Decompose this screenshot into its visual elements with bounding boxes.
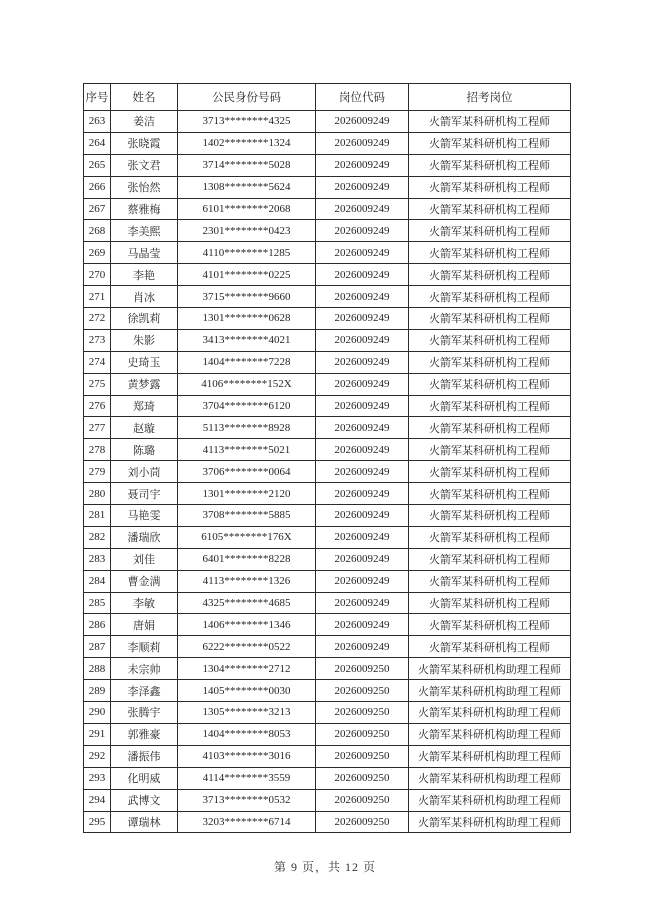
cell-serial: 292 xyxy=(84,745,111,767)
cell-position: 火箭军某科研机构工程师 xyxy=(409,111,571,133)
cell-id: 6105********176X xyxy=(178,526,316,548)
table-row xyxy=(84,220,571,242)
table-row xyxy=(84,702,571,724)
cell-job-code: 2026009249 xyxy=(316,198,409,220)
header-id: 公民身份号码 xyxy=(178,84,316,111)
cell-position: 火箭军某科研机构工程师 xyxy=(409,461,571,483)
cell-position: 火箭军某科研机构工程师 xyxy=(409,351,571,373)
cell-job-code: 2026009249 xyxy=(316,373,409,395)
cell-job-code: 2026009249 xyxy=(316,286,409,308)
cell-job-code: 2026009250 xyxy=(316,658,409,680)
cell-serial: 278 xyxy=(84,439,111,461)
cell-name: 蔡雅梅 xyxy=(111,198,178,220)
cell-job-code: 2026009249 xyxy=(316,439,409,461)
cell-job-code: 2026009250 xyxy=(316,723,409,745)
cell-job-code: 2026009249 xyxy=(316,308,409,330)
cell-id: 4325********4685 xyxy=(178,592,316,614)
cell-serial: 295 xyxy=(84,811,111,833)
cell-id: 3713********0532 xyxy=(178,789,316,811)
cell-serial: 284 xyxy=(84,570,111,592)
table-row xyxy=(84,417,571,439)
cell-position: 火箭军某科研机构工程师 xyxy=(409,329,571,351)
table-row xyxy=(84,132,571,154)
cell-name: 武博文 xyxy=(111,789,178,811)
table-row xyxy=(84,373,571,395)
cell-position: 火箭军某科研机构助理工程师 xyxy=(409,745,571,767)
cell-name: 曹金满 xyxy=(111,570,178,592)
cell-id: 4113********5021 xyxy=(178,439,316,461)
table-row xyxy=(84,526,571,548)
cell-id: 4110********1285 xyxy=(178,242,316,264)
cell-position: 火箭军某科研机构助理工程师 xyxy=(409,680,571,702)
cell-serial: 287 xyxy=(84,636,111,658)
table-row xyxy=(84,614,571,636)
cell-position: 火箭军某科研机构工程师 xyxy=(409,264,571,286)
cell-name: 肖冰 xyxy=(111,286,178,308)
cell-id: 1301********0628 xyxy=(178,308,316,330)
cell-job-code: 2026009250 xyxy=(316,702,409,724)
table-row xyxy=(84,111,571,133)
cell-job-code: 2026009249 xyxy=(316,483,409,505)
cell-id: 1301********2120 xyxy=(178,483,316,505)
cell-position: 火箭军某科研机构助理工程师 xyxy=(409,767,571,789)
cell-position: 火箭军某科研机构助理工程师 xyxy=(409,702,571,724)
table-row xyxy=(84,439,571,461)
cell-job-code: 2026009249 xyxy=(316,132,409,154)
cell-serial: 267 xyxy=(84,198,111,220)
cell-serial: 276 xyxy=(84,395,111,417)
cell-id: 4103********3016 xyxy=(178,745,316,767)
cell-name: 未宗帅 xyxy=(111,658,178,680)
cell-position: 火箭军某科研机构工程师 xyxy=(409,570,571,592)
candidate-roster-table xyxy=(83,83,571,833)
cell-serial: 271 xyxy=(84,286,111,308)
cell-id: 3713********4325 xyxy=(178,111,316,133)
page-number-footer: 第 9 页，共 12 页 xyxy=(273,860,376,874)
cell-id: 1402********1324 xyxy=(178,132,316,154)
cell-job-code: 2026009250 xyxy=(316,745,409,767)
cell-name: 陈璐 xyxy=(111,439,178,461)
cell-job-code: 2026009250 xyxy=(316,680,409,702)
cell-name: 黄梦露 xyxy=(111,373,178,395)
table-row xyxy=(84,767,571,789)
cell-position: 火箭军某科研机构工程师 xyxy=(409,395,571,417)
cell-id: 4113********1326 xyxy=(178,570,316,592)
header-serial: 序号 xyxy=(84,84,111,111)
cell-job-code: 2026009249 xyxy=(316,526,409,548)
cell-id: 3708********5885 xyxy=(178,505,316,527)
cell-position: 火箭军某科研机构工程师 xyxy=(409,592,571,614)
cell-name: 刘小茼 xyxy=(111,461,178,483)
cell-serial: 275 xyxy=(84,373,111,395)
cell-serial: 290 xyxy=(84,702,111,724)
cell-serial: 291 xyxy=(84,723,111,745)
cell-serial: 264 xyxy=(84,132,111,154)
cell-serial: 266 xyxy=(84,176,111,198)
cell-serial: 294 xyxy=(84,789,111,811)
cell-serial: 286 xyxy=(84,614,111,636)
cell-serial: 293 xyxy=(84,767,111,789)
cell-position: 火箭军某科研机构工程师 xyxy=(409,242,571,264)
cell-name: 潘瑞欣 xyxy=(111,526,178,548)
cell-name: 化明威 xyxy=(111,767,178,789)
cell-position: 火箭军某科研机构工程师 xyxy=(409,308,571,330)
cell-serial: 272 xyxy=(84,308,111,330)
cell-serial: 270 xyxy=(84,264,111,286)
cell-id: 6401********8228 xyxy=(178,548,316,570)
cell-job-code: 2026009250 xyxy=(316,789,409,811)
cell-position: 火箭军某科研机构工程师 xyxy=(409,526,571,548)
cell-id: 1404********8053 xyxy=(178,723,316,745)
cell-id: 3714********5028 xyxy=(178,154,316,176)
cell-name: 唐娟 xyxy=(111,614,178,636)
cell-position: 火箭军某科研机构工程师 xyxy=(409,198,571,220)
cell-position: 火箭军某科研机构工程师 xyxy=(409,505,571,527)
cell-name: 聂司宇 xyxy=(111,483,178,505)
cell-name: 潘振伟 xyxy=(111,745,178,767)
cell-job-code: 2026009249 xyxy=(316,461,409,483)
cell-job-code: 2026009249 xyxy=(316,351,409,373)
cell-job-code: 2026009249 xyxy=(316,329,409,351)
cell-serial: 268 xyxy=(84,220,111,242)
cell-job-code: 2026009249 xyxy=(316,154,409,176)
cell-position: 火箭军某科研机构工程师 xyxy=(409,417,571,439)
table-row xyxy=(84,395,571,417)
cell-id: 5113********8928 xyxy=(178,417,316,439)
cell-job-code: 2026009249 xyxy=(316,592,409,614)
cell-position: 火箭军某科研机构工程师 xyxy=(409,636,571,658)
cell-name: 李顺莉 xyxy=(111,636,178,658)
cell-job-code: 2026009249 xyxy=(316,570,409,592)
cell-serial: 274 xyxy=(84,351,111,373)
cell-job-code: 2026009250 xyxy=(316,811,409,833)
table-row xyxy=(84,483,571,505)
table-row xyxy=(84,505,571,527)
cell-position: 火箭军某科研机构助理工程师 xyxy=(409,811,571,833)
cell-name: 郭雅豪 xyxy=(111,723,178,745)
table-row xyxy=(84,636,571,658)
header-name: 姓名 xyxy=(111,84,178,111)
table-row xyxy=(84,176,571,198)
cell-id: 6222********0522 xyxy=(178,636,316,658)
cell-job-code: 2026009249 xyxy=(316,505,409,527)
cell-job-code: 2026009249 xyxy=(316,548,409,570)
table-row xyxy=(84,723,571,745)
cell-position: 火箭军某科研机构助理工程师 xyxy=(409,789,571,811)
cell-serial: 263 xyxy=(84,111,111,133)
table-row xyxy=(84,789,571,811)
cell-id: 3704********6120 xyxy=(178,395,316,417)
cell-position: 火箭军某科研机构工程师 xyxy=(409,286,571,308)
table-row xyxy=(84,548,571,570)
cell-name: 张晓霞 xyxy=(111,132,178,154)
cell-position: 火箭军某科研机构助理工程师 xyxy=(409,723,571,745)
cell-position: 火箭军某科研机构助理工程师 xyxy=(409,658,571,680)
cell-id: 1404********7228 xyxy=(178,351,316,373)
cell-position: 火箭军某科研机构工程师 xyxy=(409,154,571,176)
table-header-row xyxy=(84,84,571,111)
cell-id: 3203********6714 xyxy=(178,811,316,833)
cell-job-code: 2026009249 xyxy=(316,176,409,198)
cell-id: 1305********3213 xyxy=(178,702,316,724)
table-row xyxy=(84,680,571,702)
table-row xyxy=(84,658,571,680)
cell-serial: 265 xyxy=(84,154,111,176)
cell-position: 火箭军某科研机构工程师 xyxy=(409,548,571,570)
cell-job-code: 2026009250 xyxy=(316,767,409,789)
cell-name: 朱影 xyxy=(111,329,178,351)
cell-job-code: 2026009249 xyxy=(316,111,409,133)
cell-position: 火箭军某科研机构工程师 xyxy=(409,373,571,395)
cell-job-code: 2026009249 xyxy=(316,614,409,636)
cell-serial: 280 xyxy=(84,483,111,505)
cell-name: 马晶莹 xyxy=(111,242,178,264)
cell-name: 张腾宇 xyxy=(111,702,178,724)
cell-serial: 279 xyxy=(84,461,111,483)
cell-job-code: 2026009249 xyxy=(316,417,409,439)
cell-job-code: 2026009249 xyxy=(316,242,409,264)
table-row xyxy=(84,351,571,373)
cell-serial: 269 xyxy=(84,242,111,264)
cell-id: 1405********0030 xyxy=(178,680,316,702)
table-row xyxy=(84,308,571,330)
table-row xyxy=(84,154,571,176)
cell-id: 6101********2068 xyxy=(178,198,316,220)
cell-id: 1406********1346 xyxy=(178,614,316,636)
cell-name: 张文君 xyxy=(111,154,178,176)
table-row xyxy=(84,264,571,286)
cell-position: 火箭军某科研机构工程师 xyxy=(409,176,571,198)
cell-position: 火箭军某科研机构工程师 xyxy=(409,483,571,505)
table-row xyxy=(84,570,571,592)
cell-name: 李美熙 xyxy=(111,220,178,242)
cell-name: 李泽鑫 xyxy=(111,680,178,702)
cell-name: 史琦玉 xyxy=(111,351,178,373)
cell-position: 火箭军某科研机构工程师 xyxy=(409,614,571,636)
cell-id: 1304********2712 xyxy=(178,658,316,680)
cell-name: 徐凯莉 xyxy=(111,308,178,330)
cell-name: 李敏 xyxy=(111,592,178,614)
header-position: 招考岗位 xyxy=(409,84,571,111)
cell-name: 李艳 xyxy=(111,264,178,286)
cell-id: 1308********5624 xyxy=(178,176,316,198)
cell-serial: 282 xyxy=(84,526,111,548)
cell-position: 火箭军某科研机构工程师 xyxy=(409,439,571,461)
cell-job-code: 2026009249 xyxy=(316,636,409,658)
cell-serial: 283 xyxy=(84,548,111,570)
cell-job-code: 2026009249 xyxy=(316,264,409,286)
table-row xyxy=(84,198,571,220)
cell-name: 马艳雯 xyxy=(111,505,178,527)
header-job-code: 岗位代码 xyxy=(316,84,409,111)
cell-name: 刘佳 xyxy=(111,548,178,570)
table-body xyxy=(84,111,571,833)
cell-serial: 281 xyxy=(84,505,111,527)
cell-name: 谭瑞林 xyxy=(111,811,178,833)
table-row xyxy=(84,592,571,614)
cell-id: 4106********152X xyxy=(178,373,316,395)
table-row xyxy=(84,745,571,767)
cell-position: 火箭军某科研机构工程师 xyxy=(409,220,571,242)
cell-id: 2301********0423 xyxy=(178,220,316,242)
cell-job-code: 2026009249 xyxy=(316,220,409,242)
cell-serial: 277 xyxy=(84,417,111,439)
cell-id: 4114********3559 xyxy=(178,767,316,789)
cell-name: 张怡然 xyxy=(111,176,178,198)
cell-id: 3413********4021 xyxy=(178,329,316,351)
cell-name: 姜洁 xyxy=(111,111,178,133)
cell-serial: 288 xyxy=(84,658,111,680)
cell-name: 郑琦 xyxy=(111,395,178,417)
cell-job-code: 2026009249 xyxy=(316,395,409,417)
table-row xyxy=(84,242,571,264)
cell-serial: 289 xyxy=(84,680,111,702)
cell-id: 3706********0064 xyxy=(178,461,316,483)
table-row xyxy=(84,329,571,351)
table-row xyxy=(84,811,571,833)
cell-name: 赵璇 xyxy=(111,417,178,439)
cell-serial: 273 xyxy=(84,329,111,351)
table-row xyxy=(84,286,571,308)
cell-id: 3715********9660 xyxy=(178,286,316,308)
table-row xyxy=(84,461,571,483)
cell-position: 火箭军某科研机构工程师 xyxy=(409,132,571,154)
cell-id: 4101********0225 xyxy=(178,264,316,286)
cell-serial: 285 xyxy=(84,592,111,614)
